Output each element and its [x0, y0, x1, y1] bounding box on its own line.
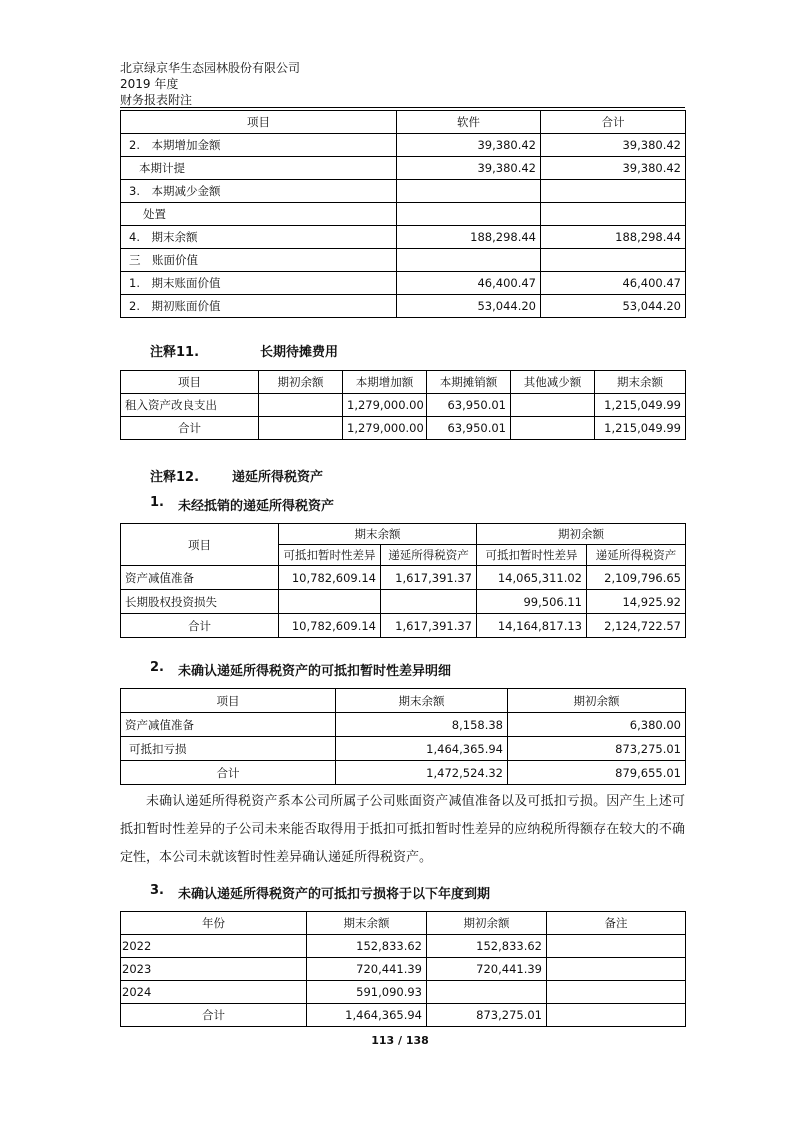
table-row	[121, 203, 686, 226]
row-label: 处置	[121, 203, 397, 226]
cell	[511, 417, 595, 440]
cell	[427, 981, 547, 1004]
cell: 1,215,049.99	[595, 394, 686, 417]
table-row	[121, 134, 686, 157]
explanatory-paragraph: 未确认递延所得税资产系本公司所属子公司账面资产减值准备以及可抵扣亏损。因产生上述可抵扣暂时性差异的子公司未来能否取得用于抵扣可抵扣暂时性差异的应纳税所得额存在较大的不确定性，本公司未就该暂时性差异确认递延所得税资产。	[120, 794, 685, 865]
row-label: 合计	[121, 1004, 307, 1027]
cell	[397, 203, 541, 226]
company-name: 北京绿京华生态园林股份有限公司	[120, 61, 301, 75]
table-row	[121, 761, 686, 785]
cell	[547, 958, 686, 981]
row-label: 可抵扣亏损	[121, 737, 336, 761]
note11-number: 注释11.	[150, 345, 200, 360]
cell: 53,044.20	[541, 295, 686, 318]
row-label: 2. 本期增加金额	[121, 134, 397, 157]
cell: 1,464,365.94	[307, 1004, 427, 1027]
table-row	[121, 1004, 686, 1027]
note12-number: 注释12.	[150, 470, 200, 485]
cell	[541, 180, 686, 203]
cell: 39,380.42	[397, 157, 541, 180]
cell: 720,441.39	[307, 958, 427, 981]
col-header: 本期增加额	[343, 371, 427, 394]
col-header: 可抵扣暂时性差异	[279, 545, 381, 566]
cell	[397, 180, 541, 203]
cell: 188,298.44	[397, 226, 541, 249]
cell	[547, 935, 686, 958]
col-header: 年份	[121, 912, 307, 935]
col-header: 备注	[547, 912, 686, 935]
note12-title: 递延所得税资产	[232, 470, 324, 485]
row-label: 1. 期末账面价值	[121, 272, 397, 295]
cell: 1,279,000.00	[343, 417, 427, 440]
cell: 10,782,609.14	[279, 566, 381, 590]
note11-title: 长期待摊费用	[260, 345, 339, 360]
cell: 63,950.01	[427, 394, 511, 417]
col-header: 期末余额	[307, 912, 427, 935]
table-row	[121, 935, 686, 958]
cell: 14,065,311.02	[477, 566, 587, 590]
table-row	[121, 180, 686, 203]
cell: 10,782,609.14	[279, 614, 381, 638]
cell: 2,109,796.65	[587, 566, 686, 590]
section2-number: 2.	[150, 660, 164, 675]
table-row	[121, 958, 686, 981]
section2-title: 未确认递延所得税资产的可抵扣暂时性差异明细	[178, 664, 452, 679]
row-label: 本期计提	[121, 157, 397, 180]
row-label: 2. 期初账面价值	[121, 295, 397, 318]
cell: 14,925.92	[587, 590, 686, 614]
col-header: 其他减少额	[511, 371, 595, 394]
cell: 39,380.42	[397, 134, 541, 157]
cell	[541, 203, 686, 226]
unrecognized-difference-table	[120, 688, 686, 785]
table-row	[121, 295, 686, 318]
long-term-prepaid-table	[120, 370, 686, 440]
table-row	[121, 272, 686, 295]
row-label: 长期股权投资损失	[121, 590, 279, 614]
cell	[397, 249, 541, 272]
cell	[259, 394, 343, 417]
cell: 152,833.62	[307, 935, 427, 958]
row-label: 合计	[121, 614, 279, 638]
cell: 14,164,817.13	[477, 614, 587, 638]
row-label: 合计	[121, 417, 259, 440]
row-label: 3. 本期减少金额	[121, 180, 397, 203]
row-label: 合计	[121, 761, 336, 785]
cell	[541, 249, 686, 272]
header-rule	[120, 107, 685, 108]
cell: 873,275.01	[508, 737, 686, 761]
cell: 2,124,722.57	[587, 614, 686, 638]
section3-number: 3.	[150, 883, 164, 898]
report-year: 2019 年度	[120, 77, 179, 91]
row-label: 2024	[121, 981, 307, 1004]
col-header: 期初余额	[427, 912, 547, 935]
cell: 1,464,365.94	[336, 737, 508, 761]
table-row	[121, 566, 686, 590]
table-row	[121, 737, 686, 761]
page-number: 113 / 138	[371, 1034, 429, 1047]
col-header: 期初余额	[508, 689, 686, 713]
table-row	[121, 981, 686, 1004]
col-header: 期初余额	[259, 371, 343, 394]
cell	[547, 981, 686, 1004]
table-row	[121, 157, 686, 180]
cell: 8,158.38	[336, 713, 508, 737]
cell: 1,472,524.32	[336, 761, 508, 785]
cell	[381, 590, 477, 614]
col-header: 项目	[121, 689, 336, 713]
cell: 46,400.47	[397, 272, 541, 295]
cell: 39,380.42	[541, 157, 686, 180]
col-header: 本期摊销额	[427, 371, 511, 394]
cell	[259, 417, 343, 440]
section1-number: 1.	[150, 495, 164, 510]
table-row	[121, 417, 686, 440]
cell: 46,400.47	[541, 272, 686, 295]
cell: 879,655.01	[508, 761, 686, 785]
table-row	[121, 713, 686, 737]
cell: 1,215,049.99	[595, 417, 686, 440]
row-label: 租入资产改良支出	[121, 394, 259, 417]
table-row	[121, 394, 686, 417]
deferred-tax-asset-table	[120, 523, 686, 638]
section3-title: 未确认递延所得税资产的可抵扣亏损将于以下年度到期	[178, 887, 491, 902]
col-header: 递延所得税资产	[381, 545, 477, 566]
row-label: 三 账面价值	[121, 249, 397, 272]
cell: 6,380.00	[508, 713, 686, 737]
cell	[279, 590, 381, 614]
cell	[547, 1004, 686, 1027]
table-row	[121, 590, 686, 614]
col-group-header: 期初余额	[477, 524, 686, 545]
cell: 1,617,391.37	[381, 566, 477, 590]
cell: 99,506.11	[477, 590, 587, 614]
col-group-header: 期末余额	[279, 524, 477, 545]
cell: 1,617,391.37	[381, 614, 477, 638]
row-label: 4. 期末余额	[121, 226, 397, 249]
col-header: 软件	[397, 111, 541, 134]
row-label: 2023	[121, 958, 307, 981]
intangible-table	[120, 110, 686, 318]
cell: 152,833.62	[427, 935, 547, 958]
col-header: 递延所得税资产	[587, 545, 686, 566]
cell: 53,044.20	[397, 295, 541, 318]
doc-title: 财务报表附注	[120, 93, 193, 107]
loss-expiry-table	[120, 911, 686, 1027]
col-header: 期末余额	[336, 689, 508, 713]
section1-title: 未经抵销的递延所得税资产	[178, 499, 335, 514]
col-header: 合计	[541, 111, 686, 134]
col-header: 项目	[121, 524, 279, 566]
col-header: 期末余额	[595, 371, 686, 394]
col-header: 项目	[121, 371, 259, 394]
col-header: 项目	[121, 111, 397, 134]
cell: 63,950.01	[427, 417, 511, 440]
table-row	[121, 226, 686, 249]
table-row	[121, 614, 686, 638]
cell: 39,380.42	[541, 134, 686, 157]
row-label: 资产减值准备	[121, 566, 279, 590]
table-row	[121, 249, 686, 272]
row-label: 资产减值准备	[121, 713, 336, 737]
cell: 873,275.01	[427, 1004, 547, 1027]
col-header: 可抵扣暂时性差异	[477, 545, 587, 566]
cell: 720,441.39	[427, 958, 547, 981]
cell: 591,090.93	[307, 981, 427, 1004]
cell	[511, 394, 595, 417]
cell: 1,279,000.00	[343, 394, 427, 417]
row-label: 2022	[121, 935, 307, 958]
cell: 188,298.44	[541, 226, 686, 249]
